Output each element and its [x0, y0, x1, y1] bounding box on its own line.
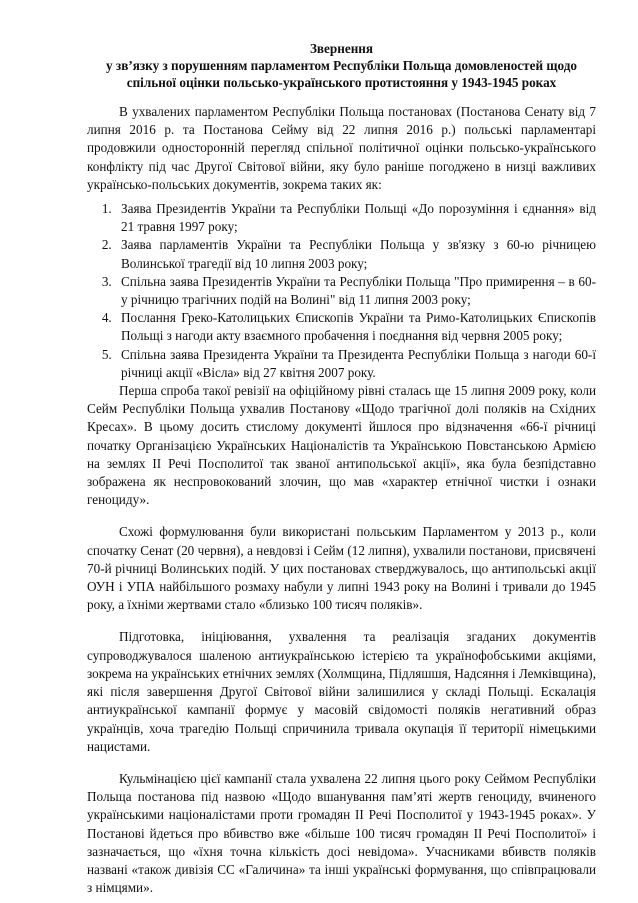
paragraph-first-revision: Перша спроба такої ревізії на офіційному рівні сталась ще 15 липня 2009 року, коли Сейм Республіки Польща ухвалив Постанову «Щодо трагічної долі поляків на Східних Кресах». В цьому досить стислому документі йшлося про відзначення «66-ї річниці початку Організацією Українських Націоналістів та Українською Повстанською Армією на землях ІІ Речі Посполитої так званої антипольської акції», яка була безпідставно зображена як неспровокований злочин, що мав «характер етнічної чистки і ознаки геноциду». — [87, 383, 596, 508]
paragraph-culmination: Кульмінацією цієї кампанії стала ухвалена 22 липня цього року Сеймом Республіки Польща постанова під назвою «Щодо вшанування пам’яті жертв геноциду, вчиненого українськими націоналістами проти громадян ІІ Речі Посполитої у 1943-1945 роках». У Постанові йдеться про вбивство вже «більше 100 тисяч громадян ІІ Речі Посполитої» і зазначається, що «їхня точна кількість досі невідома». Учасниками вбивств поляків названі «також дивізія СС «Галичина» та інші українські формування, що співпрацювали з німцями». — [87, 770, 596, 896]
title-subtitle-line-2: спільної оцінки польсько-українського протистояння у 1943-1945 роках — [126, 75, 557, 90]
list-item: 2. Заява парламентів України та Республіки Польща у зв'язку з 60-ю річницею Волинської трагедії від 10 липня 2003 року; — [115, 236, 596, 272]
agreements-list — [87, 200, 596, 382]
title-heading: Звернення — [309, 41, 374, 56]
list-item: 5. Спільна заява Президента України та Президента Республіки Польща з нагоди 60-ї річниці акції «Вісла» від 27 квітня 2007 року. — [115, 346, 596, 382]
intro-paragraph: В ухвалених парламентом Республіки Польща постановах (Постанова Сенату від 7 липня 2016 р. та Постанова Сейму від 22 липня 2016 р.) польські парламентарі продовжили односторонній перегляд спільної політичної оцінки польсько-українського конфлікту під час Другої Світової війни, яку було раніше погоджено в низці важливих українсько-польських документів, зокрема таких як: — [87, 104, 596, 192]
title-subtitle-line-1: у зв’язку з порушенням парламентом Республіки Польща домовленостей щодо — [106, 58, 577, 73]
paragraph-2013-resolutions: Схожі формулювання були використані польським Парламентом у 2013 р., коли спочатку Сенат (20 червня), а невдовзі і Сейм (12 липня), ухвалили постанови, присвячені 70-й річниці Волинських подій. У цих постановах стверджувалось, що антипольські акції ОУН і УПА найбільшого розмаху набули у липні 1943 року на Волині і тривали до 1945 року, а їхніми жертвами стало «близько 100 тисяч поляків». — [87, 524, 596, 613]
list-item: 1. Заява Президентів України та Республіки Польщі «До порозуміння і єднання» від 21 травня 1997 року; — [115, 200, 596, 236]
list-item: 4. Послання Греко-Католицьких Єпископів України та Римо-Католицьких Єпископів Польщі з нагоди акту взаємного пробачення і поєднання від червня 2005 року; — [115, 309, 596, 345]
paragraph-campaign: Підготовка, ініціювання, ухвалення та реалізація згаданих документів супроводжувалося шаленою антиукраїнською істерією та українофобськими акціями, зокрема на українських етнічних землях (Холмщина, Підляшшя, Надсяння і Лемківщина), які після завершення Другої Світової війни залишилися у складі Польщі. Ескалація антиукраїнської кампанії формує у масовій свідомості поляків негативний образ українців, хоча трагедію Польщі спричинила тривала окупація її території німецькими нацистами. — [87, 629, 596, 754]
list-item: 3. Спільна заява Президентів України та Республіки Польща "Про примирення – в 60-у річницю трагічних подій на Волині" від 11 липня 2003 року; — [115, 273, 596, 309]
document-title — [87, 40, 596, 91]
